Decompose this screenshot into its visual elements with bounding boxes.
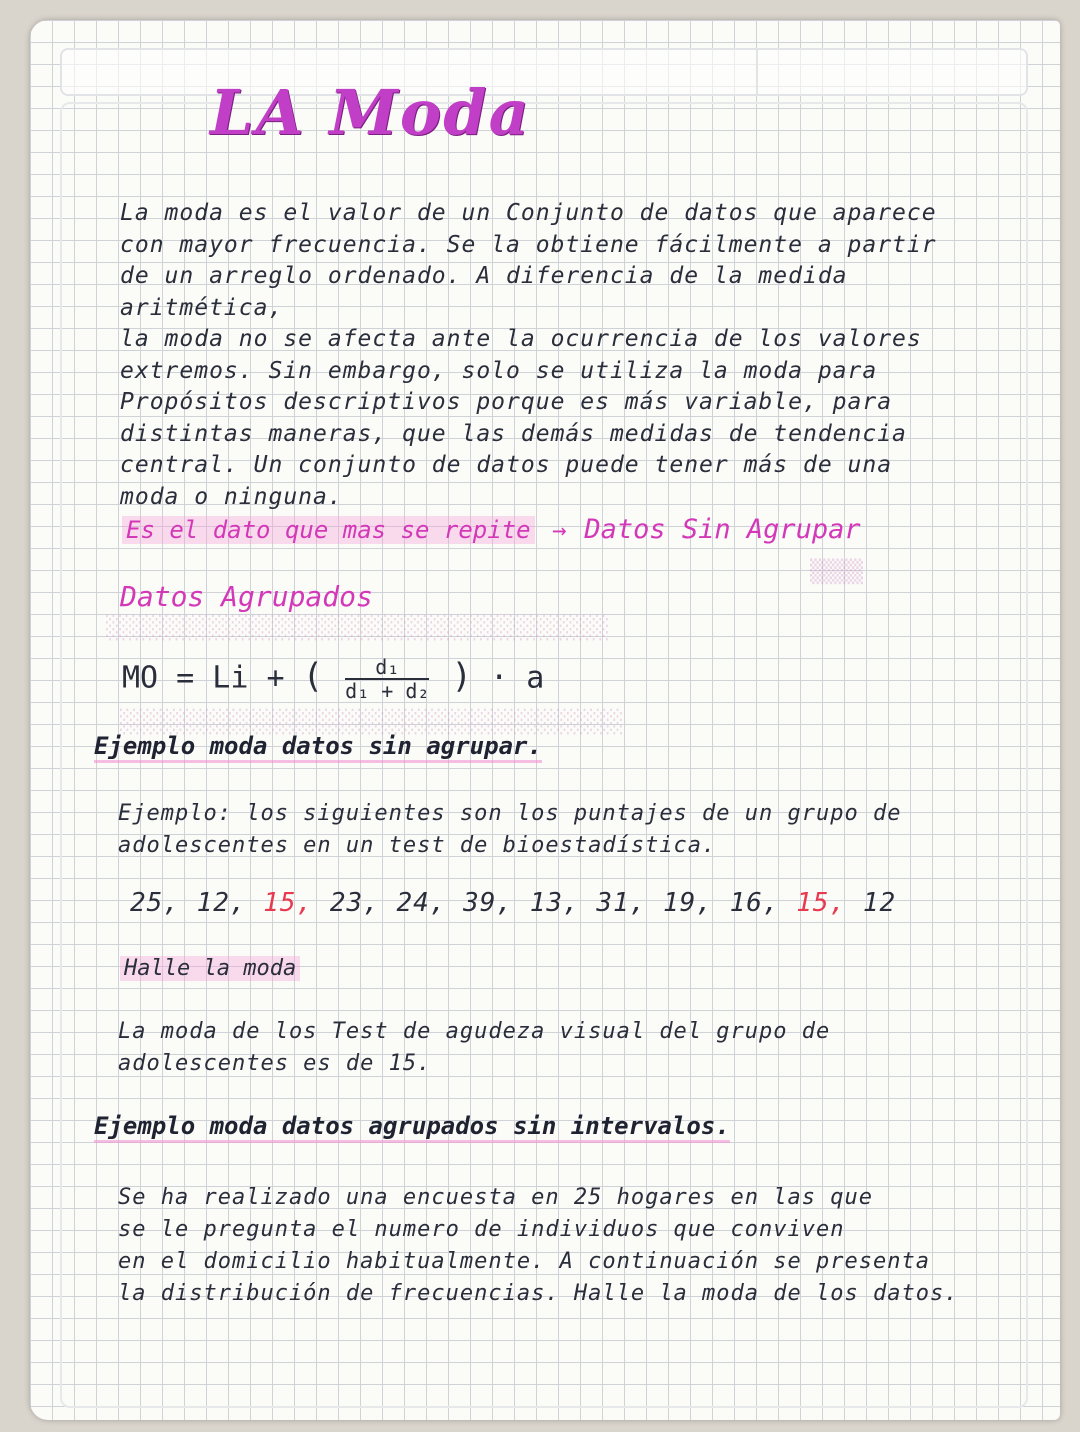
example2-line: la distribución de frecuencias. Halle la moda de los datos. <box>118 1281 959 1306</box>
data-value: 12, <box>196 888 247 918</box>
definition-text: Es el dato que mas se repite <box>122 516 535 544</box>
intro-line: la moda no se afecta ante la ocurrencia de los valores <box>120 326 922 352</box>
example2-line: Se ha realizado una encuesta en 25 hogares en las que <box>118 1185 873 1210</box>
header-divider <box>756 48 758 96</box>
grouped-data-heading: Datos Agrupados <box>120 580 373 613</box>
data-value: 16, <box>729 888 780 918</box>
formula-rhs: · a <box>490 660 545 696</box>
page-title: LA Moda <box>210 76 531 149</box>
formula-denominator: d₁ + d₂ <box>345 679 430 703</box>
data-value: 24, <box>396 888 447 918</box>
ungrouped-data-label: Datos Sin Agrupar <box>584 514 861 545</box>
data-value: 31, <box>596 888 647 918</box>
example1-heading: Ejemplo moda datos sin agrupar. <box>94 732 542 763</box>
find-mode-prompt: Halle la moda <box>120 956 300 981</box>
formula-fraction <box>345 656 429 702</box>
data-value: 19, <box>663 888 713 918</box>
answer-line: adolescentes es de 15. <box>118 1051 432 1076</box>
mode-formula <box>122 656 544 702</box>
intro-line: La moda es el valor de un Conjunto de datos que aparece <box>120 200 937 226</box>
data-value: 25, <box>130 888 180 918</box>
formula-paren: ) <box>451 656 473 697</box>
definition-row <box>122 514 861 545</box>
example1-line: Ejemplo: los siguientes son los puntajes de un grupo de <box>118 801 902 826</box>
answer-line: La moda de los Test de agudeza visual del grupo de <box>118 1019 831 1044</box>
answer-text <box>118 1016 830 1080</box>
example1-line: adolescentes en un test de bioestadística. <box>118 833 717 858</box>
data-value: 23, <box>329 888 380 918</box>
intro-line: distintas maneras, que las demás medidas de tendencia <box>120 420 907 447</box>
example2-heading: Ejemplo moda datos agrupados sin intervalos. <box>94 1112 730 1143</box>
data-value: 13, <box>529 888 580 918</box>
formula-lhs: MO = Li + <box>122 660 285 696</box>
formula-numerator: d₁ <box>345 656 429 680</box>
example2-line: se le pregunta el numero de individuos que conviven <box>118 1217 845 1242</box>
data-value-mode: 15, <box>796 888 847 918</box>
data-values <box>130 888 896 918</box>
intro-line: con mayor frecuencia. Se la obtiene fácilmente a partir <box>120 231 937 258</box>
example2-line: en el domicilio habitualmente. A continuación se presenta <box>118 1249 930 1274</box>
data-value: 39, <box>463 888 514 918</box>
intro-line: Propósitos descriptivos porque es más variable, para <box>120 389 893 415</box>
bleed-through-text: ▒▒▒▒ <box>810 560 863 585</box>
data-value: 12 <box>862 888 897 918</box>
intro-line: de un arreglo ordenado. A diferencia de la medida aritmética, <box>120 263 848 321</box>
intro-line: central. Un conjunto de datos puede tener más de una <box>120 452 893 478</box>
example1-text <box>118 798 901 862</box>
data-value-mode: 15, <box>263 888 314 918</box>
example2-text <box>118 1182 958 1310</box>
arrow-icon: → <box>552 516 567 544</box>
bleed-through-text: ░░░░░░░░░░░░░░░░░░░░░░░░░░░░░░░░░░░░░░ <box>106 616 610 641</box>
notebook-page <box>30 20 1060 1420</box>
intro-line: extremos. Sin embargo, solo se utiliza la moda para <box>120 357 878 384</box>
formula-paren: ( <box>302 656 324 697</box>
intro-line: moda o ninguna. <box>120 483 343 510</box>
intro-paragraph <box>120 198 1000 513</box>
header-box <box>60 48 1028 96</box>
bleed-through-text: ░░░░░░░░░░░░░░░░░░░░░░░░░░░░░░░░░░░░░░ <box>120 710 624 735</box>
